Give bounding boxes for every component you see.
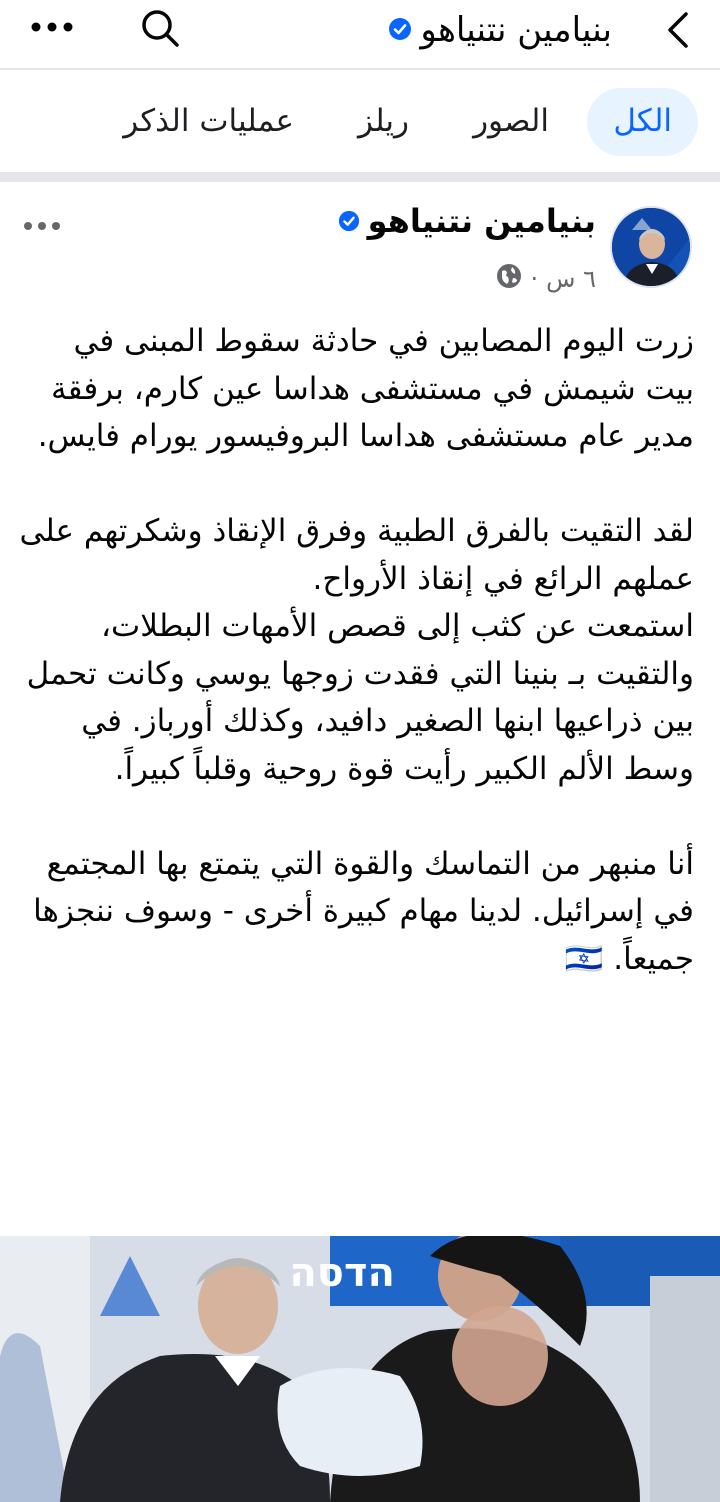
post-more-icon[interactable] bbox=[22, 216, 62, 240]
tab-photos[interactable] bbox=[447, 88, 575, 156]
post-text bbox=[18, 318, 694, 983]
tab-photos-label: الصور bbox=[473, 103, 549, 139]
tab-all[interactable] bbox=[587, 88, 698, 156]
page-title bbox=[388, 10, 612, 50]
tab-all-label: الكل bbox=[613, 103, 672, 139]
meta-separator: · bbox=[530, 265, 539, 293]
post-meta bbox=[495, 262, 596, 296]
post-header bbox=[0, 182, 720, 302]
search-icon[interactable] bbox=[138, 6, 182, 54]
post-paragraph: أنا منبهر من التماسك والقوة التي يتمتع بها المجتمع في إسرائيل. لدينا مهام كبيرة أخرى - وسوف ننجزها جميعاً. 🇮🇱 bbox=[33, 845, 694, 977]
paragraph-gap bbox=[18, 793, 694, 841]
top-bar bbox=[0, 0, 720, 68]
paragraph-gap bbox=[18, 461, 694, 509]
back-chevron-icon[interactable] bbox=[664, 10, 692, 54]
tab-mentions-label: عمليات الذكر bbox=[123, 103, 294, 139]
tab-reels[interactable] bbox=[332, 88, 435, 156]
globe-icon bbox=[495, 262, 523, 296]
post-paragraph: زرت اليوم المصابين في حادثة سقوط المبنى في بيت شيمش في مستشفى هداسا عين كارم، برفقة مدير عام مستشفى هداسا البروفيسور يورام فايس. bbox=[37, 323, 694, 454]
post-paragraph: استمعت عن كثب إلى قصص الأمهات البطلات، والتقيت بـ بنينا التي فقدت زوجها يوسي وكانت تحمل بين ذراعيها ابنها الصغير دافيد، وكذلك أورباز. في وسط الألم الكبير رأيت قوة روحية وقلباً كبيراً. bbox=[26, 608, 694, 787]
post-author-name: بنيامين نتنياهو bbox=[367, 202, 596, 240]
post-paragraph: لقد التقيت بالفرق الطبية وفرق الإنقاذ وشكرتهم على عملهم الرائع في إنقاذ الأرواح. bbox=[19, 513, 694, 597]
post-author[interactable] bbox=[338, 202, 596, 240]
tab-reels-label: ريلز bbox=[358, 103, 409, 139]
avatar[interactable] bbox=[610, 206, 692, 288]
post-photo[interactable] bbox=[0, 1236, 720, 1502]
photo-sign-text: הדסה bbox=[289, 1250, 395, 1296]
page-title-text: بنيامين نتنياهو bbox=[420, 10, 612, 50]
post-time[interactable]: ٦ س bbox=[546, 265, 596, 293]
tab-mentions[interactable] bbox=[97, 88, 320, 156]
verified-badge-icon bbox=[338, 202, 360, 240]
filter-tabs bbox=[0, 70, 720, 174]
section-divider bbox=[0, 172, 720, 182]
verified-badge-icon bbox=[388, 10, 412, 50]
more-options-icon[interactable] bbox=[30, 12, 74, 46]
